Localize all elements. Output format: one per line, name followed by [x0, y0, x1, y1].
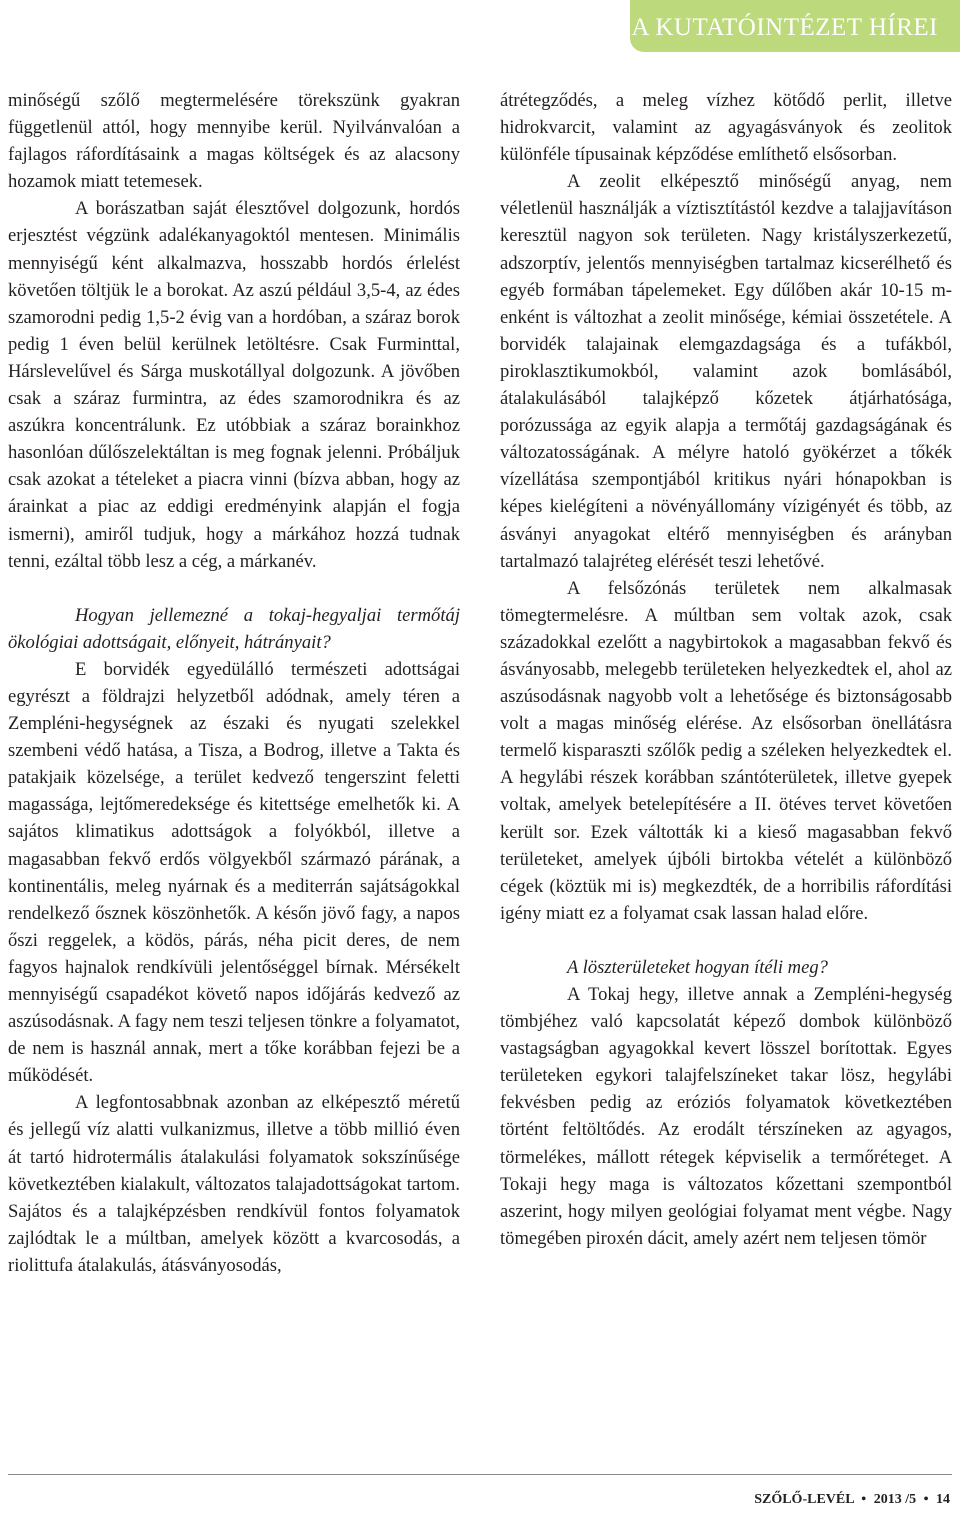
footer-divider	[8, 1474, 952, 1475]
right-paragraph-2: A zeolit elképesztő minőségű anyag, nem véletlenül használják a víztisztítástól kezdve a talajjavításon keresztül nagyon sok területen. Nagy kristályszerkezetű, adszorptív, jelentős mennyiségben tartalmaz kicserélhető és egyéb formában tápelemeket. Egy dűlőben akár 10-15 m-enként is változhat a zeolit minősége, kémiai összetétele. A borvidék talajainak elemgazdagsága és a tufákból, piroklasztikumokból, valamint azok bomlásából, átalakulásából talajképző kőzetek átjárhatósága, porózussága az egyik alapja a termőtáj gazdagságának és változatosságának. A mélyre hatoló gyökérzet a tőkék vízellátása szempontjából kritikus nyári hónapokban is képes kielégíteni a növényállomány vízigényét és több, az ásványi anyagokat eltérő mennyiségben és arányban tartalmazó talajréteg elérését teszi lehetővé.	[500, 171, 952, 572]
issue-number: 2013 /5	[873, 1492, 917, 1507]
magazine-name: SZŐLŐ-LEVÉL	[754, 1492, 854, 1507]
interview-question-1: Hogyan jellemezné a tokaj-hegyaljai termőtáj ökológiai adottságait, előnyeit, hátrányait?	[8, 604, 460, 653]
left-paragraph-4: A legfontosabbnak azonban az elképesztő méretű és jellegű víz alatti vulkanizmus, illetve a több millió éven át tartó hidrotermális átalakulási folyamatok sokszínűsége következtében kialakult, változatos talajadottságokat tartom. Sajátos és a talajképzésben rendkívül fontos folyamatok zajlódtak le a múltban, amelyek között a kvarcosodás, a riolittufa átalakulás, átásványosodás,	[8, 1092, 460, 1276]
right-paragraph-4: A Tokaj hegy, illetve annak a Zempléni-hegység tömbjéhez való kapcsolatát képező dombok különböző vastagságban agyagokkal kevert lösszel borítottak. Egyes területeken egykori talajfelszíneket takar lösz, hegylábi fekvésben pedig az eróziós folyamatok következtében történt feltöltődés. Az erodált térszíneken az agyagos, törmelékes, mállott rétegek képviselik a termőréteget. A Tokaji hegy maga is változatos kőzettani szempontból aszerint, hogy milyen geológiai folyamat ment végbe. Nagy tömegében piroxén dácit, amely azért nem teljesen tömör	[500, 984, 952, 1249]
footer-separator: •	[861, 1492, 867, 1507]
left-paragraph-1: minőségű szőlő megtermelésére törekszünk gyakran függetlenül attól, hogy mennyibe kerül. Nyilvánvalóan a fajlagos ráfordításaink a magas költségek és az alacsony hozamok miatt tetemesek.	[8, 90, 460, 193]
page-number: 14	[936, 1492, 950, 1507]
section-title: A KUTATÓINTÉZET HÍREI	[631, 14, 938, 41]
left-column	[8, 87, 460, 1279]
paragraph-gap	[500, 927, 952, 954]
left-paragraph-2: A borászatban saját élesztővel dolgozunk, hordós erjesztést végzünk adalékanyagoktól mentesen. Minimális mennyiségű ként alkalmazva, hosszabb hordós érlelést követően töltjük le a borokat. Az aszú például 3,5-4, az édes szamorodni pedig 1,5-2 évig van a hordóban, a száraz borok pedig 1 éven belül kerülnek letöltésre. Csak Furminttal, Hárslevelűvel és Sárga muskotállyal dolgozunk. A jövőben csak a száraz furmintra, az édes szamorodnikra és az aszúkra koncentrálunk. Ez utóbbiak a száraz borainkhoz hasonlóan dűlőszelektáltan is meg fognak jelenni. Próbáljuk csak azokat a tételeket a piacra vinni (bízva abban, hogy az árainkat a piac az eddigi eredményink alapján el fogja ismerni), amiről tudjuk, hogy a márkához hozzá tudnak tenni, ezáltal több lesz a cég, a márkanév.	[8, 198, 460, 572]
left-paragraph-3: E borvidék egyedülálló természeti adottságai egyrészt a földrajzi helyzetből adódnak, amely téren a Zempléni-hegységnek az északi és nyugati szelekkel szembeni védő hatása, a Tisza, a Bodrog, illetve a Takta és patakjaik közelsége, a terület kedvező tengerszint feletti magassága, lejtőmeredeksége és kitettsége emelhetők ki. A sajátos klimatikus adottságok a folyókból, illetve a magasabban fekvő erdős völgyekből származó párának, a kontinentális, meleg nyárnak és a mediterrán sajátságokkal rendelkező ősznek köszönhetők. A későn jövő fagy, a napos őszi reggelek, a ködös, párás, néha picit deres, de nem fagyos hajnalok rendkívüli jelentőséggel bírnak. Mérsékelt mennyiségű csapadékot követő napos időjárás kedvező az aszúsodásnak. A fagy nem teszi teljesen tönkre a folyamatot, de nem is használ annak, mert a tőke korábban fejezi be a működését.	[8, 658, 460, 1087]
page-footer	[754, 1492, 950, 1508]
footer-separator: •	[923, 1492, 929, 1507]
right-paragraph-3: A felsőzónás területek nem alkalmasak tömegtermelésre. A múltban sem voltak azok, csak századokkal ezelőtt a nagybirtokok a magasabban fekvő és ásványosabb, melegebb területeken helyezkedtek el, ahol az aszúsodásnak nagyobb volt a lehetősége és biztonságosabb volt a magas minőség elérése. Az elsősorban önellátásra termelő kisparaszti szőlők pedig a széleken helyezkedtek el. A hegylábi részek korábban szántóterületek, illetve gyepek voltak, amelyek betelepítésére a II. ötéves tervet követően került sor. Ezek váltották ki a kieső magasabban fekvő területeket, amelyek újbóli birtokba vételét a különböző cégek (köztük mi is) megkezdték, de a horribilis ráfordítási igény miatt ez a folyamat csak lassan halad előre.	[500, 577, 952, 924]
section-header-band	[630, 0, 960, 52]
right-paragraph-1: átrétegződés, a meleg vízhez kötődő perlit, illetve hidrokvarcit, valamint az agyagásványok és zeolitok különféle típusainak képződése említhető elsősorban.	[500, 90, 952, 166]
paragraph-gap	[8, 575, 460, 602]
interview-question-2: A löszterületeket hogyan ítéli meg?	[567, 956, 828, 978]
right-column	[500, 87, 952, 1252]
